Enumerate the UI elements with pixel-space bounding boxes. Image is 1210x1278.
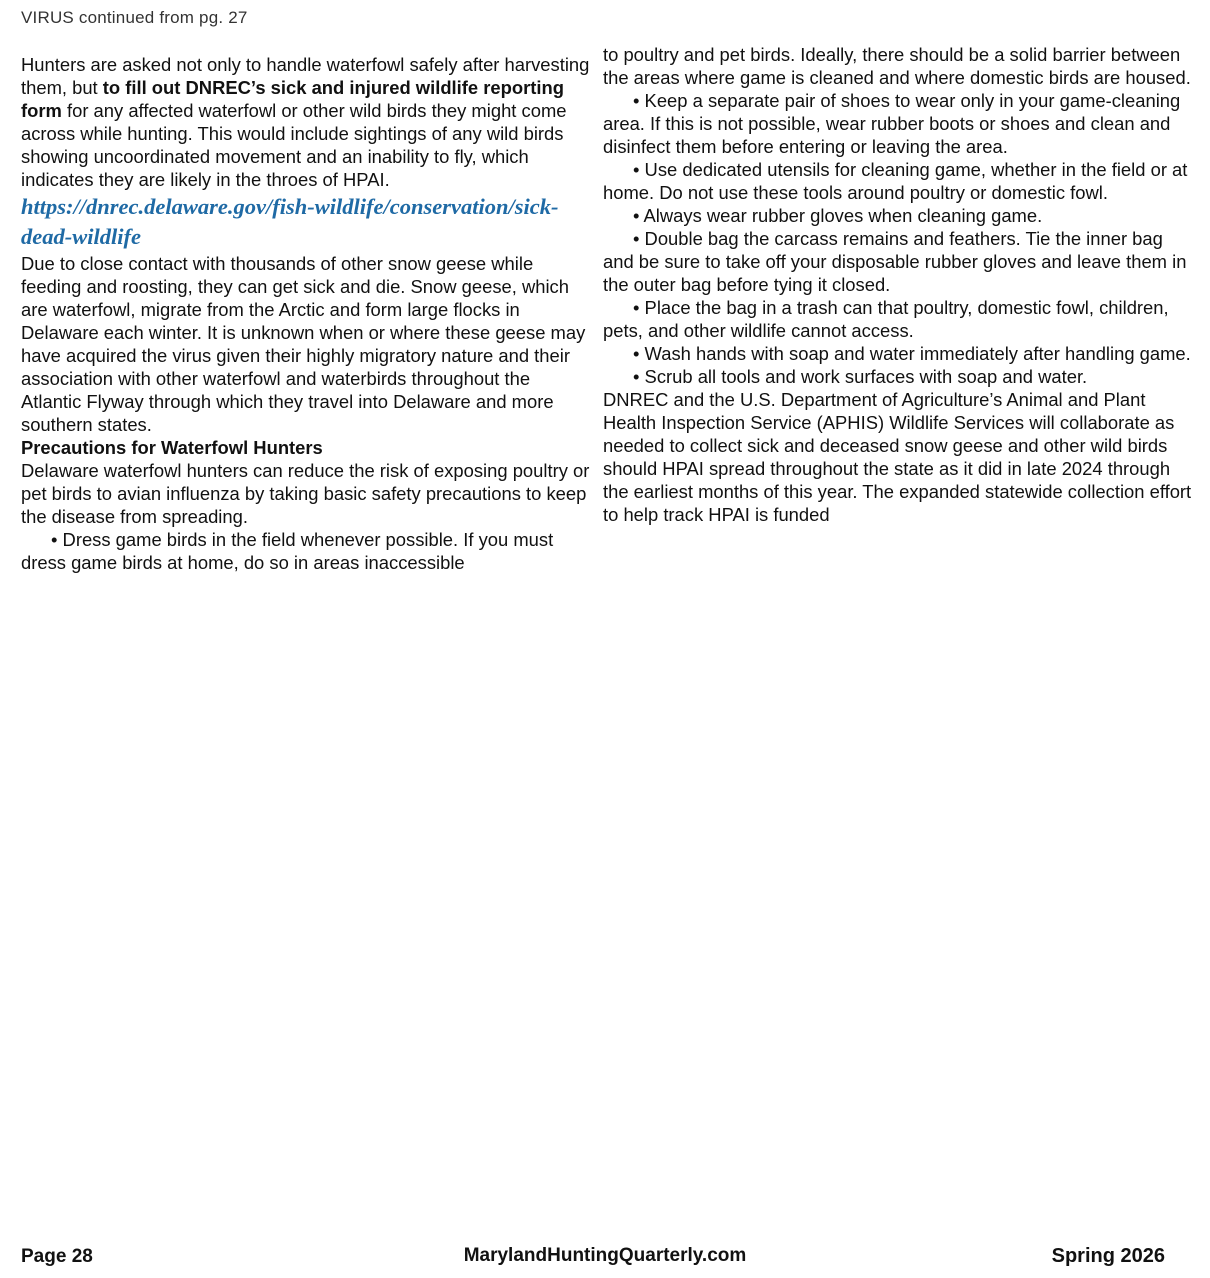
issue-label: Spring 2026 (1051, 1245, 1165, 1267)
bullet-utensils: • Use dedicated utensils for cleaning game, whether in the field or at home. Do not use these tools around poultry or domestic fowl. (603, 159, 1188, 203)
dnrec-wildlife-link[interactable]: https://dnrec.delaware.gov/fish-wildlife/conservation/sick-dead-wildlife (21, 194, 559, 249)
bullet-double-bag: • Double bag the carcass remains and feathers. Tie the inner bag and be sure to take off your disposable rubber gloves and leave them in the outer bag before tying it closed. (603, 228, 1187, 295)
snow-geese-paragraph: Due to close contact with thousands of other snow geese while feeding and roosting, they can get sick and die. Snow geese, which are waterfowl, migrate from the Arctic and form large flocks in Delaware each winter. It is unknown when or where these geese may have acquired the virus given their highly migratory nature and their association with other waterfowl and waterbirds throughout the Atlantic Flyway through which they travel into Delaware and more southern states. (21, 253, 586, 435)
left-column (21, 53, 591, 574)
bullet-gloves: • Always wear rubber gloves when cleaning game. (633, 205, 1043, 226)
reporting-form-emphasis: to fill out DNREC’s sick and injured wildlife reporting form (21, 77, 564, 121)
bullet-shoes: • Keep a separate pair of shoes to wear only in your game-cleaning area. If this is not possible, wear rubber boots or shoes and clean and disinfect them before entering or leaving the area. (603, 90, 1181, 157)
right-column (603, 43, 1193, 526)
precautions-intro: Delaware waterfowl hunters can reduce the risk of exposing poultry or pet birds to avian influenza by taking basic safety precautions to keep the disease from spreading. (21, 460, 590, 527)
barrier-continuation: to poultry and pet birds. Ideally, there should be a solid barrier between the areas where game is cleaned and where domestic birds are housed. (603, 44, 1191, 88)
intro-text-start: Hunters are asked not only to handle waterfowl safely after harvesting them, but (21, 54, 590, 98)
bullet-scrub-tools: • Scrub all tools and work surfaces with soap and water. (633, 366, 1088, 387)
continued-from-label: VIRUS continued from pg. 27 (21, 8, 248, 27)
precautions-heading: Precautions for Waterfowl Hunters (21, 437, 323, 458)
intro-paragraph (21, 53, 591, 191)
page-number: Page 28 (21, 1246, 93, 1267)
site-name[interactable]: MarylandHuntingQuarterly.com (463, 1245, 747, 1266)
aphis-paragraph: DNREC and the U.S. Department of Agriculture’s Animal and Plant Health Inspection Service (APHIS) Wildlife Services will collaborate as needed to collect sick and deceased snow geese and other wild birds should HPAI spread throughout the state as it did in late 2024 through the earliest months of this year. The expanded statewide collection effort to help track HPAI is funded (603, 389, 1192, 525)
intro-text-end: for any affected waterfowl or other wild birds they might come across while hunting. This would include sightings of any wild birds showing uncoordinated movement and an inability to fly, which indicates they are likely in the throes of HPAI. (21, 100, 567, 190)
bullet-dress-birds: • Dress game birds in the field whenever possible. If you must dress game birds at home, do so in areas inaccessible (21, 529, 554, 573)
bullet-trash-can: • Place the bag in a trash can that poultry, domestic fowl, children, pets, and other wildlife cannot access. (603, 297, 1169, 341)
bullet-wash-hands: • Wash hands with soap and water immediately after handling game. (633, 343, 1191, 364)
